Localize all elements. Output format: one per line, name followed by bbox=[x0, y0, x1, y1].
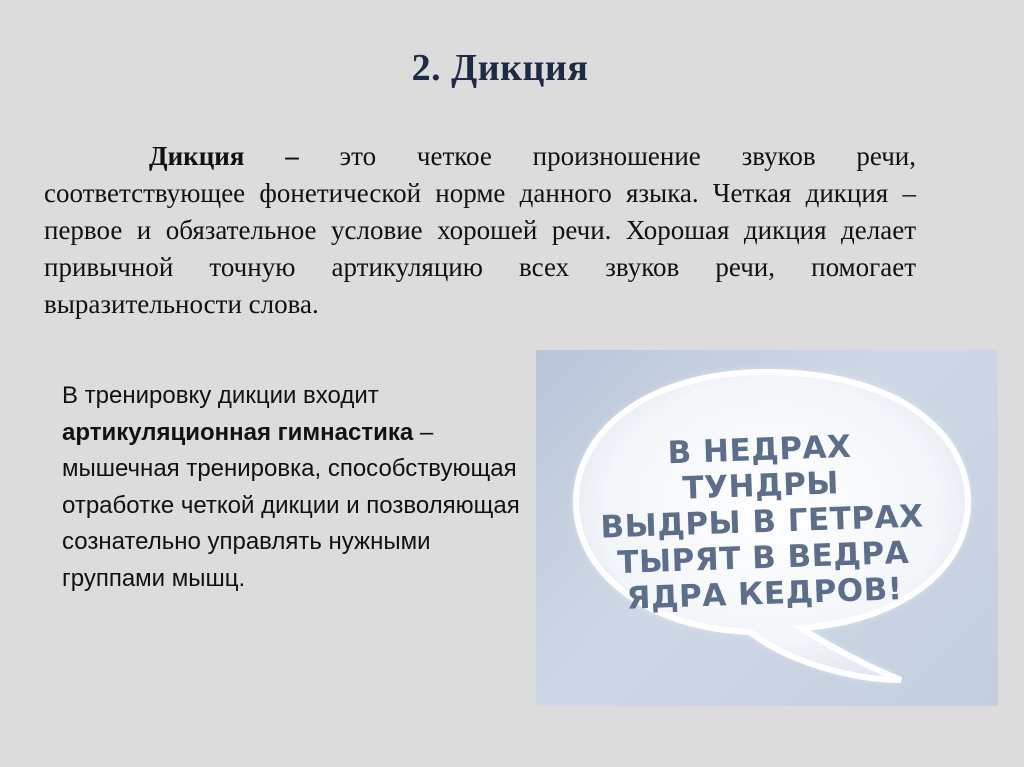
tongue-twister-line-3: ТЫРЯТ В ВЕДРА bbox=[616, 534, 910, 582]
definition-paragraph bbox=[44, 138, 916, 323]
training-intro: В тренировку дикции входит bbox=[62, 382, 379, 409]
tongue-twister-line-4: ЯДРА КЕДРОВ! bbox=[625, 571, 904, 617]
definition-term: Дикция bbox=[149, 141, 245, 171]
training-dash: – bbox=[413, 418, 434, 446]
tongue-twister-line-2: ВЫДРЫ В ГЕТРАХ bbox=[599, 498, 925, 546]
definition-dash: – bbox=[244, 141, 340, 171]
slide-title: 2. Дикция bbox=[411, 47, 589, 89]
training-text: мышечная тренировка, способствующая отработке четкой дикции и позволяющая сознательно управлять нужными группами мышц. bbox=[62, 455, 520, 592]
tongue-twister-text bbox=[589, 426, 935, 618]
definition-text: это четкое произношение звуков речи, соответствующее фонетической норме данного языка. Четкая дикция – первое и обязательное условие хорошей речи. Хорошая дикция делает привычной точную артикуляцию всех звуков речи, помогает выразительности слова. bbox=[44, 141, 916, 319]
speech-bubble-image bbox=[536, 350, 998, 706]
training-paragraph bbox=[62, 378, 532, 598]
training-term: артикуляционная гимнастика bbox=[62, 418, 414, 446]
tongue-twister-line-1: В НЕДРАХ ТУНДРЫ bbox=[667, 428, 852, 507]
